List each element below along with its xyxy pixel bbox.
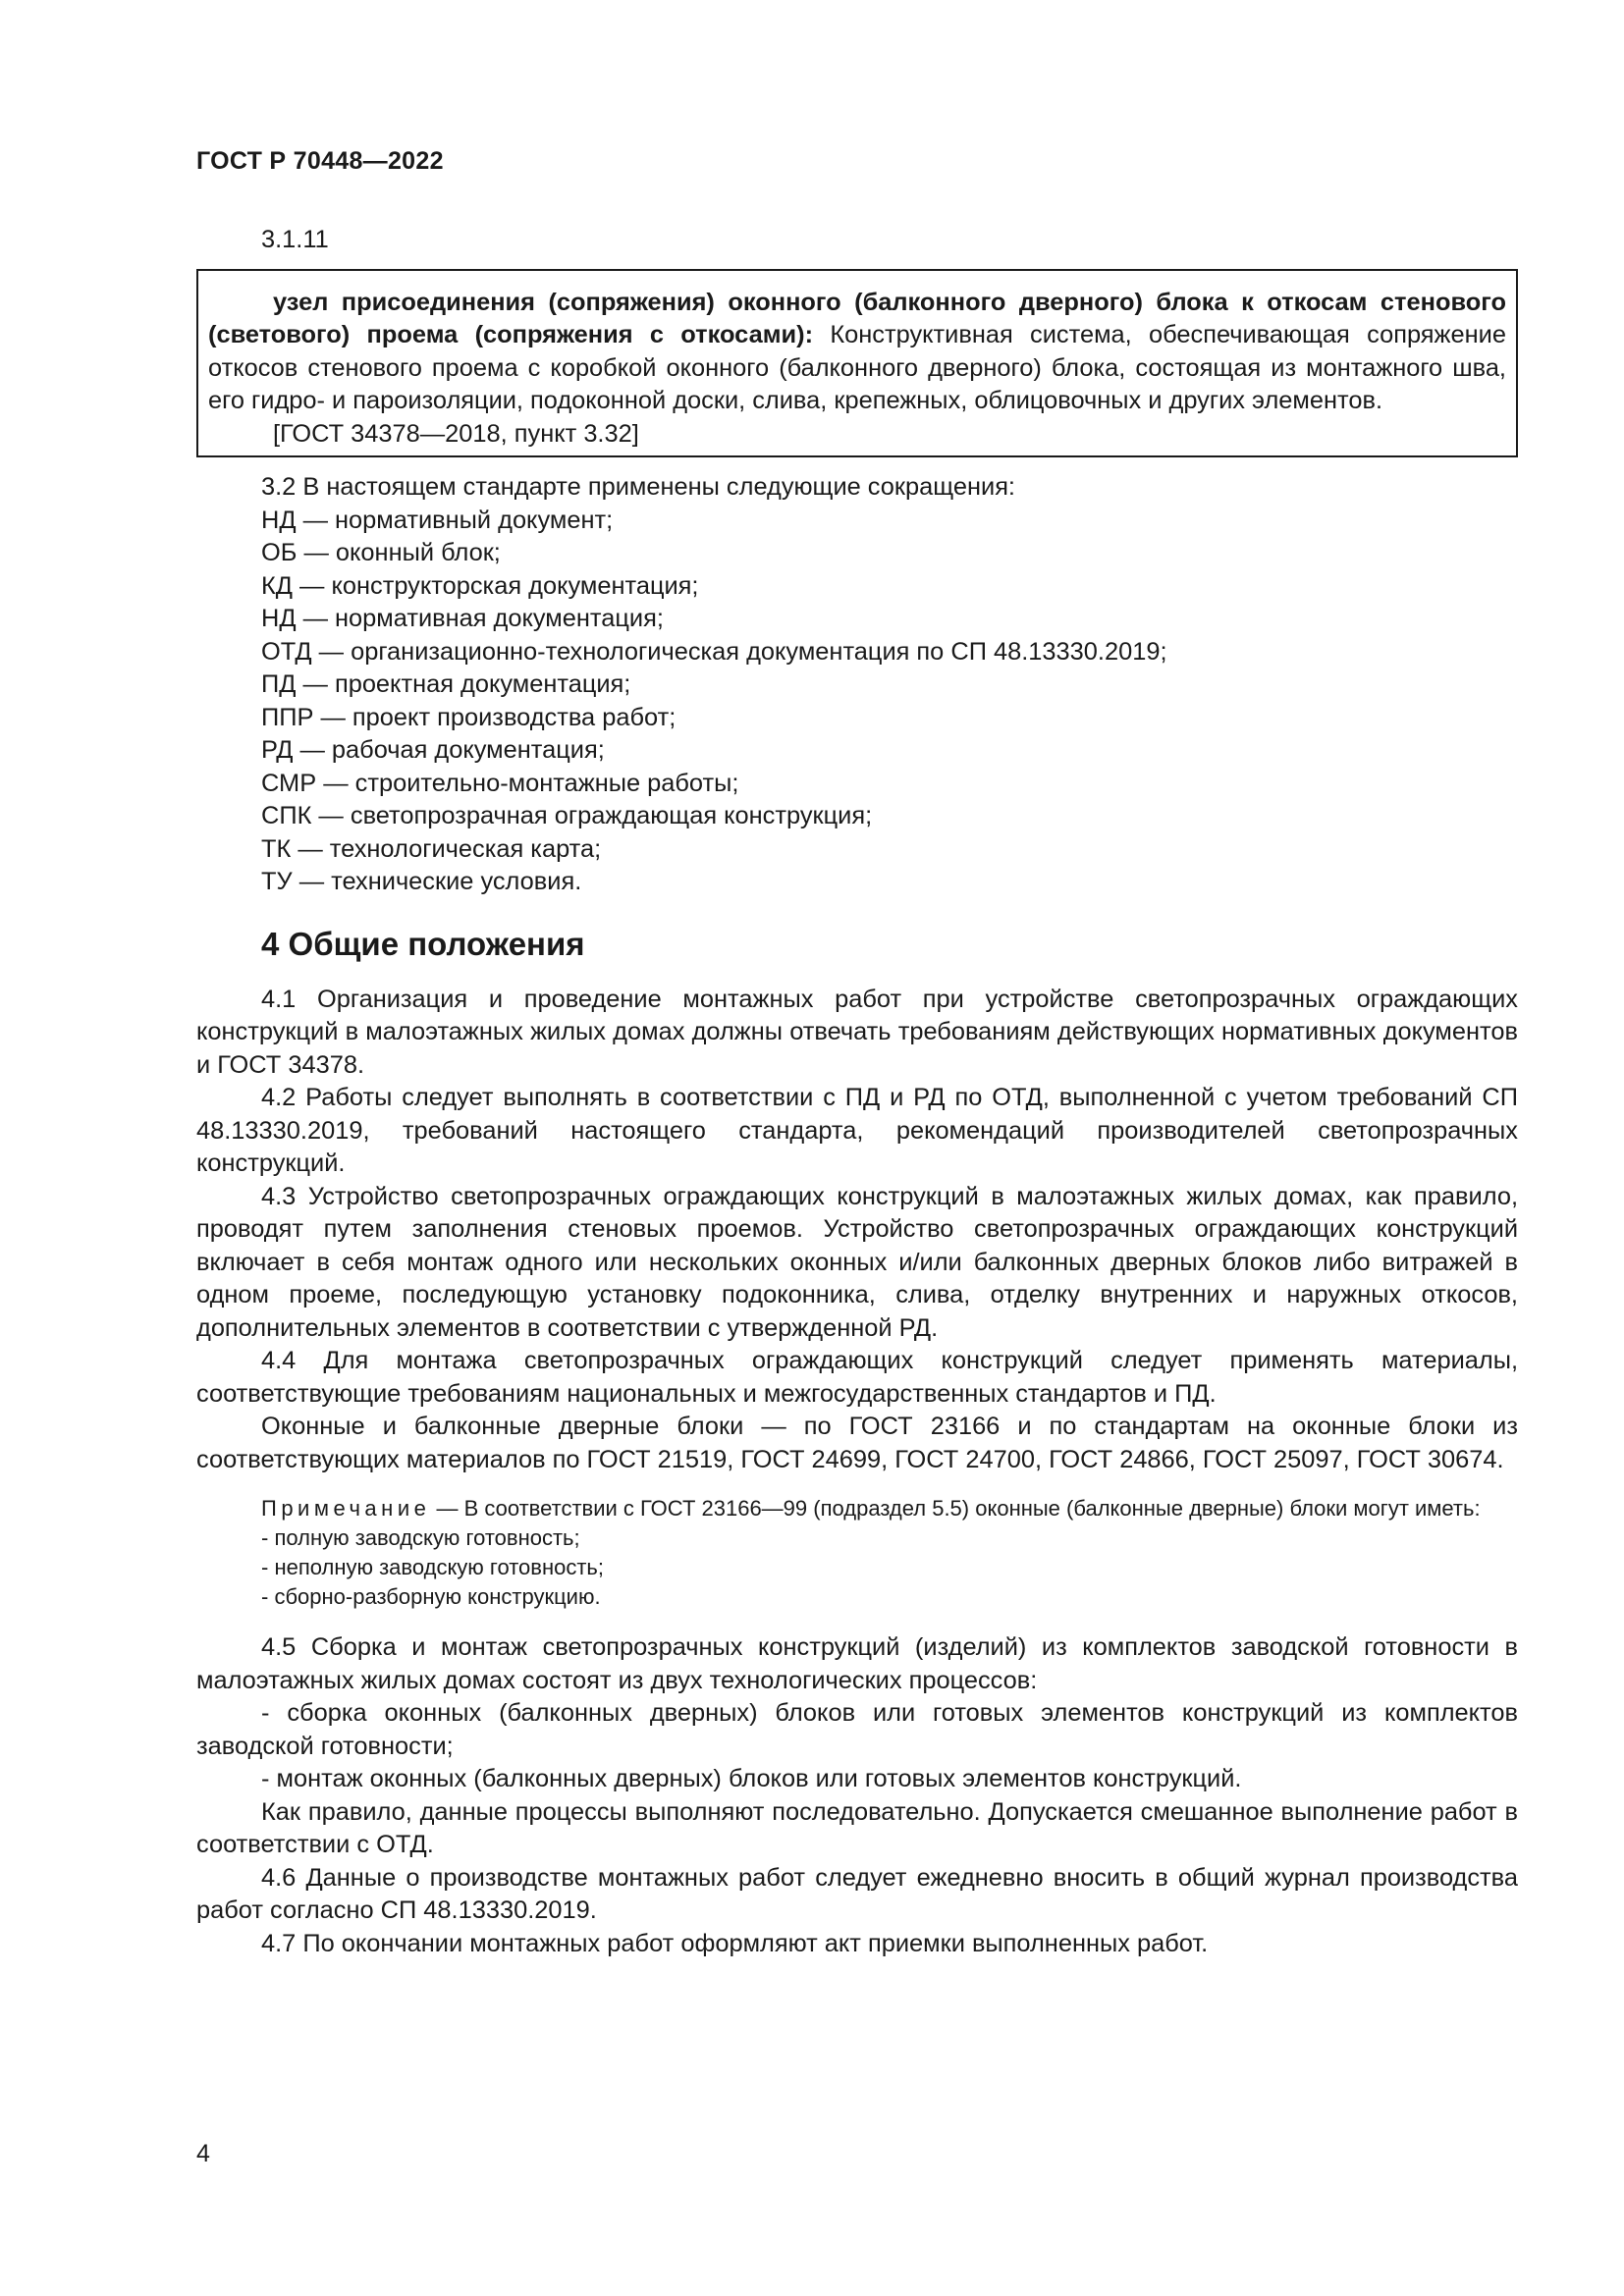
abbreviation-item: ППР — проект производства работ; xyxy=(261,703,677,731)
abbreviation-item: ТК — технологическая карта; xyxy=(261,834,602,863)
paragraph-4-3: 4.3 Устройство светопрозрачных ограждающих конструкций в малоэтажных жилых домах, как правило, проводят путем заполнения стеновых проемов. Устройство светопрозрачных ограждающих конструкций включает в себя монтаж одного или нескольких оконных и/или балконных дверных блоков либо витражей в одном проеме, последующую установку подоконника, слива, отделку внутренних и наружных откосов, дополнительных элементов в соответствии с утвержденной РД. xyxy=(196,1182,1518,1342)
paragraph-4-1: 4.1 Организация и проведение монтажных работ при устройстве светопрозрачных ограждающих конструкций в малоэтажных жилых домах должны отвечать требованиям действующих нормативных документов и ГОСТ 34378. xyxy=(196,985,1518,1079)
paragraph-4-4-windows: Оконные и балконные дверные блоки — по ГОСТ 23166 и по стандартам на оконные блоки из соответствующих материалов по ГОСТ 21519, ГОСТ 24699, ГОСТ 24700, ГОСТ 24866, ГОСТ 25097, ГОСТ 30674. xyxy=(196,1413,1518,1473)
note-list-item: - сборно-разборную конструкцию. xyxy=(261,1584,601,1609)
paragraph-4-5-item: - монтаж оконных (балконных дверных) блоков или готовых элементов конструкций. xyxy=(261,1765,1242,1792)
note-label: Примечание xyxy=(261,1496,431,1521)
term-title: узел присоединения (сопряжения) оконного (балконного дверного) блока к откосам стенового (светового) проема (сопряжения с откосами): xyxy=(208,288,1506,348)
abbreviations-list xyxy=(196,471,1518,899)
term-definition: Конструктивная система, обеспечивающая сопряжение откосов стенового проема с коробкой оконного (балконного дверного) блока, состоящая из монтажного шва, его гидро- и пароизоляции, подоконной доски, слива, крепежных, облицовочных и других элементов. xyxy=(208,321,1506,414)
paragraph-4-2: 4.2 Работы следует выполнять в соответствии с ПД и РД по ОТД, выполненной с учетом требований СП 48.13330.2019, требований настоящего стандарта, рекомендаций производителей светопрозрачных конструкций. xyxy=(196,1084,1518,1177)
abbreviation-item: СМР — строительно-монтажные работы; xyxy=(261,769,739,797)
paragraph-4-6: 4.6 Данные о производстве монтажных работ следует ежедневно вносить в общий журнал производства работ согласно СП 48.13330.2019. xyxy=(196,1863,1518,1924)
note-block xyxy=(196,1494,1518,1612)
note-list-item: - неполную заводскую готовность; xyxy=(261,1555,605,1579)
paragraph-4-7: 4.7 По окончании монтажных работ оформляют акт приемки выполненных работ. xyxy=(261,1929,1209,1957)
abbreviation-item: ТУ — технические условия. xyxy=(261,868,582,895)
abbreviation-item: НД — нормативная документация; xyxy=(261,605,664,632)
term-source: [ГОСТ 34378—2018, пункт 3.32] xyxy=(273,419,639,448)
term-number: 3.1.11 xyxy=(261,226,329,253)
document-header: ГОСТ Р 70448—2022 xyxy=(196,147,444,175)
section-title: 4 Общие положения xyxy=(261,925,585,962)
paragraph-4-5-sequence: Как правило, данные процессы выполняют последовательно. Допускается смешанное выполнение работ в соответствии с ОТД. xyxy=(196,1797,1518,1858)
paragraph-4-4: 4.4 Для монтажа светопрозрачных ограждающих конструкций следует применять материалы, соответствующие требованиям национальных и межгосударственных стандартов и ПД. xyxy=(196,1347,1518,1408)
note-list-item: - полную заводскую готовность; xyxy=(261,1525,580,1550)
abbreviation-item: ОТД — организационно-технологическая документация по СП 48.13330.2019; xyxy=(261,637,1167,666)
page-content xyxy=(196,224,1518,1960)
term-paragraph xyxy=(208,287,1506,418)
abbreviation-item: НД — нормативный документ; xyxy=(261,506,614,534)
paragraph-4-5: 4.5 Сборка и монтаж светопрозрачных конструкций (изделий) из комплектов заводской готовности в малоэтажных жилых домах состоят из двух технологических процессов: xyxy=(196,1633,1518,1694)
note-paragraph xyxy=(196,1494,1518,1523)
term-definition-box xyxy=(196,269,1518,458)
note-text: — В соответствии с ГОСТ 23166—99 (подраздел 5.5) оконные (балконные дверные) блоки могут иметь: xyxy=(430,1496,1481,1521)
abbreviation-item: ПД — проектная документация; xyxy=(261,670,631,698)
abbreviations-intro: 3.2 В настоящем стандарте применены следующие сокращения: xyxy=(261,473,1015,501)
abbreviation-item: ОБ — оконный блок; xyxy=(261,539,501,566)
abbreviation-item: СПК — светопрозрачная ограждающая конструкция; xyxy=(261,802,873,829)
abbreviation-item: КД — конструкторская документация; xyxy=(261,571,699,600)
paragraph-4-5-item: - сборка оконных (балконных дверных) блоков или готовых элементов конструкций из комплектов заводской готовности; xyxy=(196,1699,1518,1760)
abbreviation-item: РД — рабочая документация; xyxy=(261,736,605,764)
page-number: 4 xyxy=(196,2140,210,2167)
